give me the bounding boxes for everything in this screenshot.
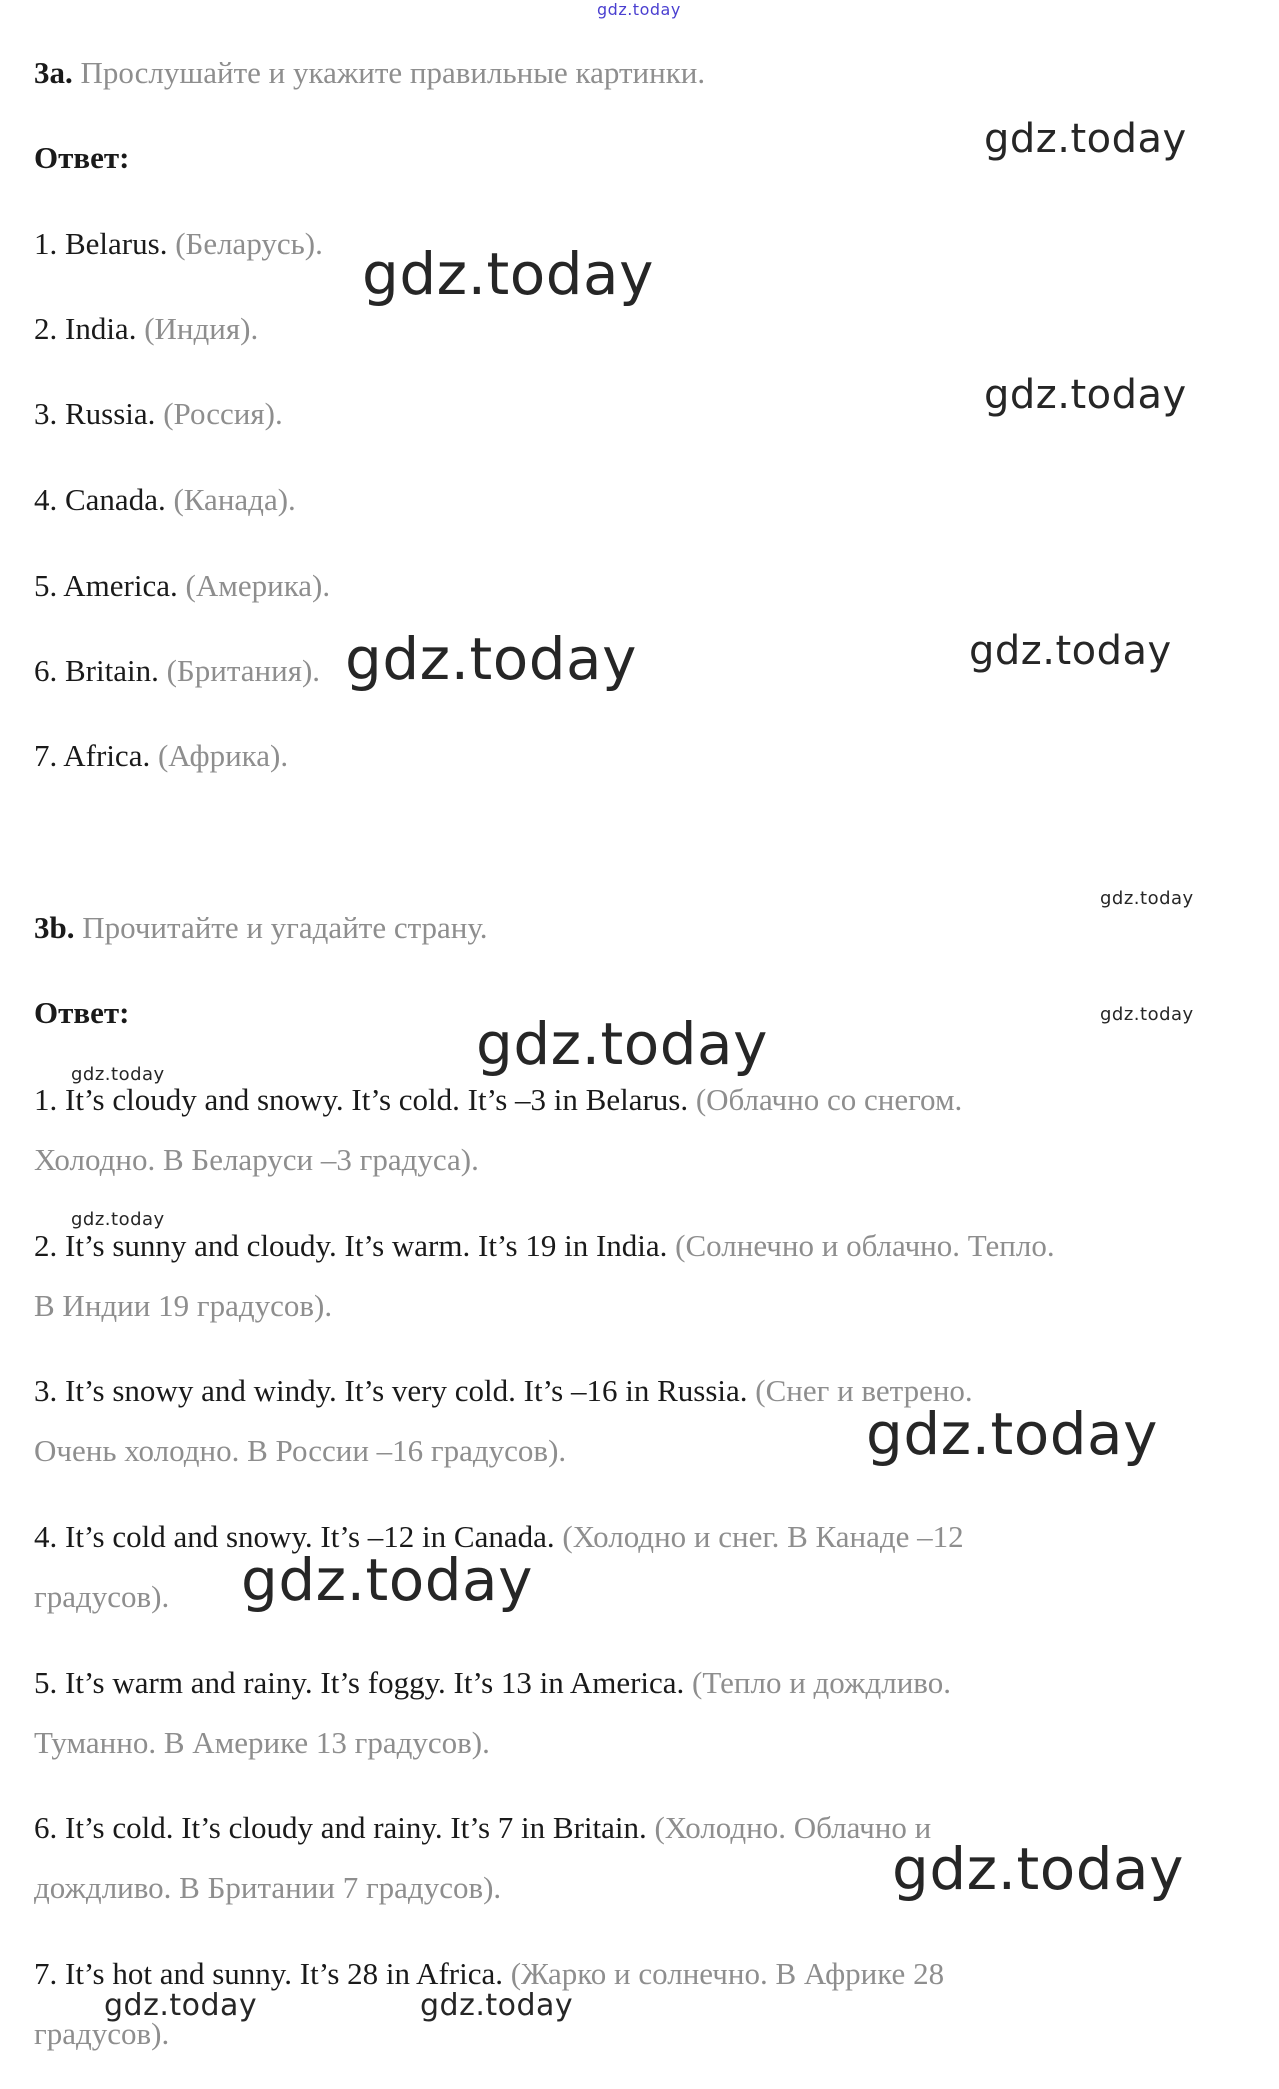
watermark: gdz.today	[866, 1400, 1158, 1468]
item-english: 5. It’s warm and rainy. It’s foggy. It’s 13 in America.	[34, 1665, 685, 1700]
task-3b-item-line2: Очень холодно. В России –16 градусов).	[34, 1433, 567, 1468]
item-translation: (Холодно. Облачно и	[654, 1810, 932, 1845]
task-3a-number: 3a.	[34, 55, 73, 90]
watermark: gdz.today	[362, 240, 654, 308]
watermark: gdz.today	[1100, 1004, 1194, 1025]
item-translation: (Индия).	[144, 311, 259, 346]
watermark: gdz.today	[71, 1064, 165, 1085]
task-3b-item-line2: Туманно. В Америке 13 градусов).	[34, 1725, 490, 1760]
watermark: gdz.today	[345, 625, 637, 693]
item-english: 2. India.	[34, 311, 137, 346]
watermark: gdz.today	[104, 1988, 258, 2023]
item-translation: (Тепло и дождливо.	[692, 1665, 951, 1700]
task-3a-item	[34, 394, 283, 434]
task-3b-item-line2: градусов).	[34, 1579, 170, 1614]
item-english: 4. Canada.	[34, 482, 166, 517]
header-watermark: gdz.today	[597, 0, 681, 19]
item-translation: (Канада).	[173, 482, 296, 517]
item-translation: (Снег и ветрено.	[755, 1373, 973, 1408]
task-3b-instruction: Прочитайте и угадайте страну.	[82, 910, 488, 945]
watermark: gdz.today	[984, 372, 1187, 418]
item-translation: (Холодно и снег. В Канаде –12	[562, 1519, 964, 1554]
item-english: 4. It’s cold and snowy. It’s –12 in Canada.	[34, 1519, 555, 1554]
task-3b-item-line2: градусов).	[34, 2016, 170, 2051]
task-3b-item-line1	[34, 1371, 973, 1411]
task-3b-item-line2: Холодно. В Беларуси –3 градуса).	[34, 1142, 479, 1177]
watermark: gdz.today	[420, 1988, 574, 2023]
item-english: 7. It’s hot and sunny. It’s 28 in Africa.	[34, 1956, 503, 1991]
task-3b-heading	[34, 908, 488, 948]
task-3b-item-line2: В Индии 19 градусов).	[34, 1288, 333, 1323]
item-translation: (Беларусь).	[175, 226, 323, 261]
item-english: 1. Belarus.	[34, 226, 168, 261]
task-3a-item	[34, 736, 288, 776]
item-english: 3. Russia.	[34, 396, 156, 431]
task-3a-item	[34, 224, 323, 264]
item-translation: (Африка).	[157, 738, 289, 773]
task-3a-item	[34, 566, 330, 606]
watermark: gdz.today	[969, 628, 1172, 674]
task-3b-number: 3b.	[34, 910, 75, 945]
task-3b-item-line1	[34, 1663, 951, 1703]
task-3b-answer-label: Ответ:	[34, 995, 130, 1030]
watermark: gdz.today	[1100, 888, 1194, 909]
watermark: gdz.today	[71, 1209, 165, 1230]
task-3a-instruction: Прослушайте и укажите правильные картинки.	[80, 55, 706, 90]
item-translation: (Облачно со снегом.	[695, 1082, 963, 1117]
item-english: 7. Africa.	[34, 738, 151, 773]
task-3b-item-line1	[34, 1808, 931, 1848]
task-3a-heading	[34, 53, 705, 93]
task-3a-answer-label: Ответ:	[34, 140, 130, 175]
task-3a-item	[34, 651, 320, 691]
task-3a-item	[34, 480, 296, 520]
item-english: 5. America.	[34, 568, 178, 603]
item-translation: (Солнечно и облачно. Тепло.	[675, 1228, 1055, 1263]
item-translation: (Россия).	[163, 396, 283, 431]
watermark: gdz.today	[241, 1546, 533, 1614]
task-3b-item-line1	[34, 1080, 962, 1120]
item-translation: (Британия).	[166, 653, 321, 688]
task-3a-item	[34, 309, 258, 349]
task-3b-item-line1	[34, 1226, 1055, 1266]
item-english: 2. It’s sunny and cloudy. It’s warm. It’s 19 in India.	[34, 1228, 668, 1263]
task-3b-item-line2: дождливо. В Британии 7 градусов).	[34, 1870, 502, 1905]
item-english: 6. Britain.	[34, 653, 159, 688]
watermark: gdz.today	[476, 1010, 768, 1078]
item-translation: (Америка).	[185, 568, 331, 603]
item-translation: (Жарко и солнечно. В Африке 28	[510, 1956, 945, 1991]
watermark: gdz.today	[892, 1835, 1184, 1903]
item-english: 1. It’s cloudy and snowy. It’s cold. It’s –3 in Belarus.	[34, 1082, 689, 1117]
item-english: 6. It’s cold. It’s cloudy and rainy. It’s 7 in Britain.	[34, 1810, 647, 1845]
watermark: gdz.today	[984, 116, 1187, 162]
item-english: 3. It’s snowy and windy. It’s very cold. It’s –16 in Russia.	[34, 1373, 748, 1408]
